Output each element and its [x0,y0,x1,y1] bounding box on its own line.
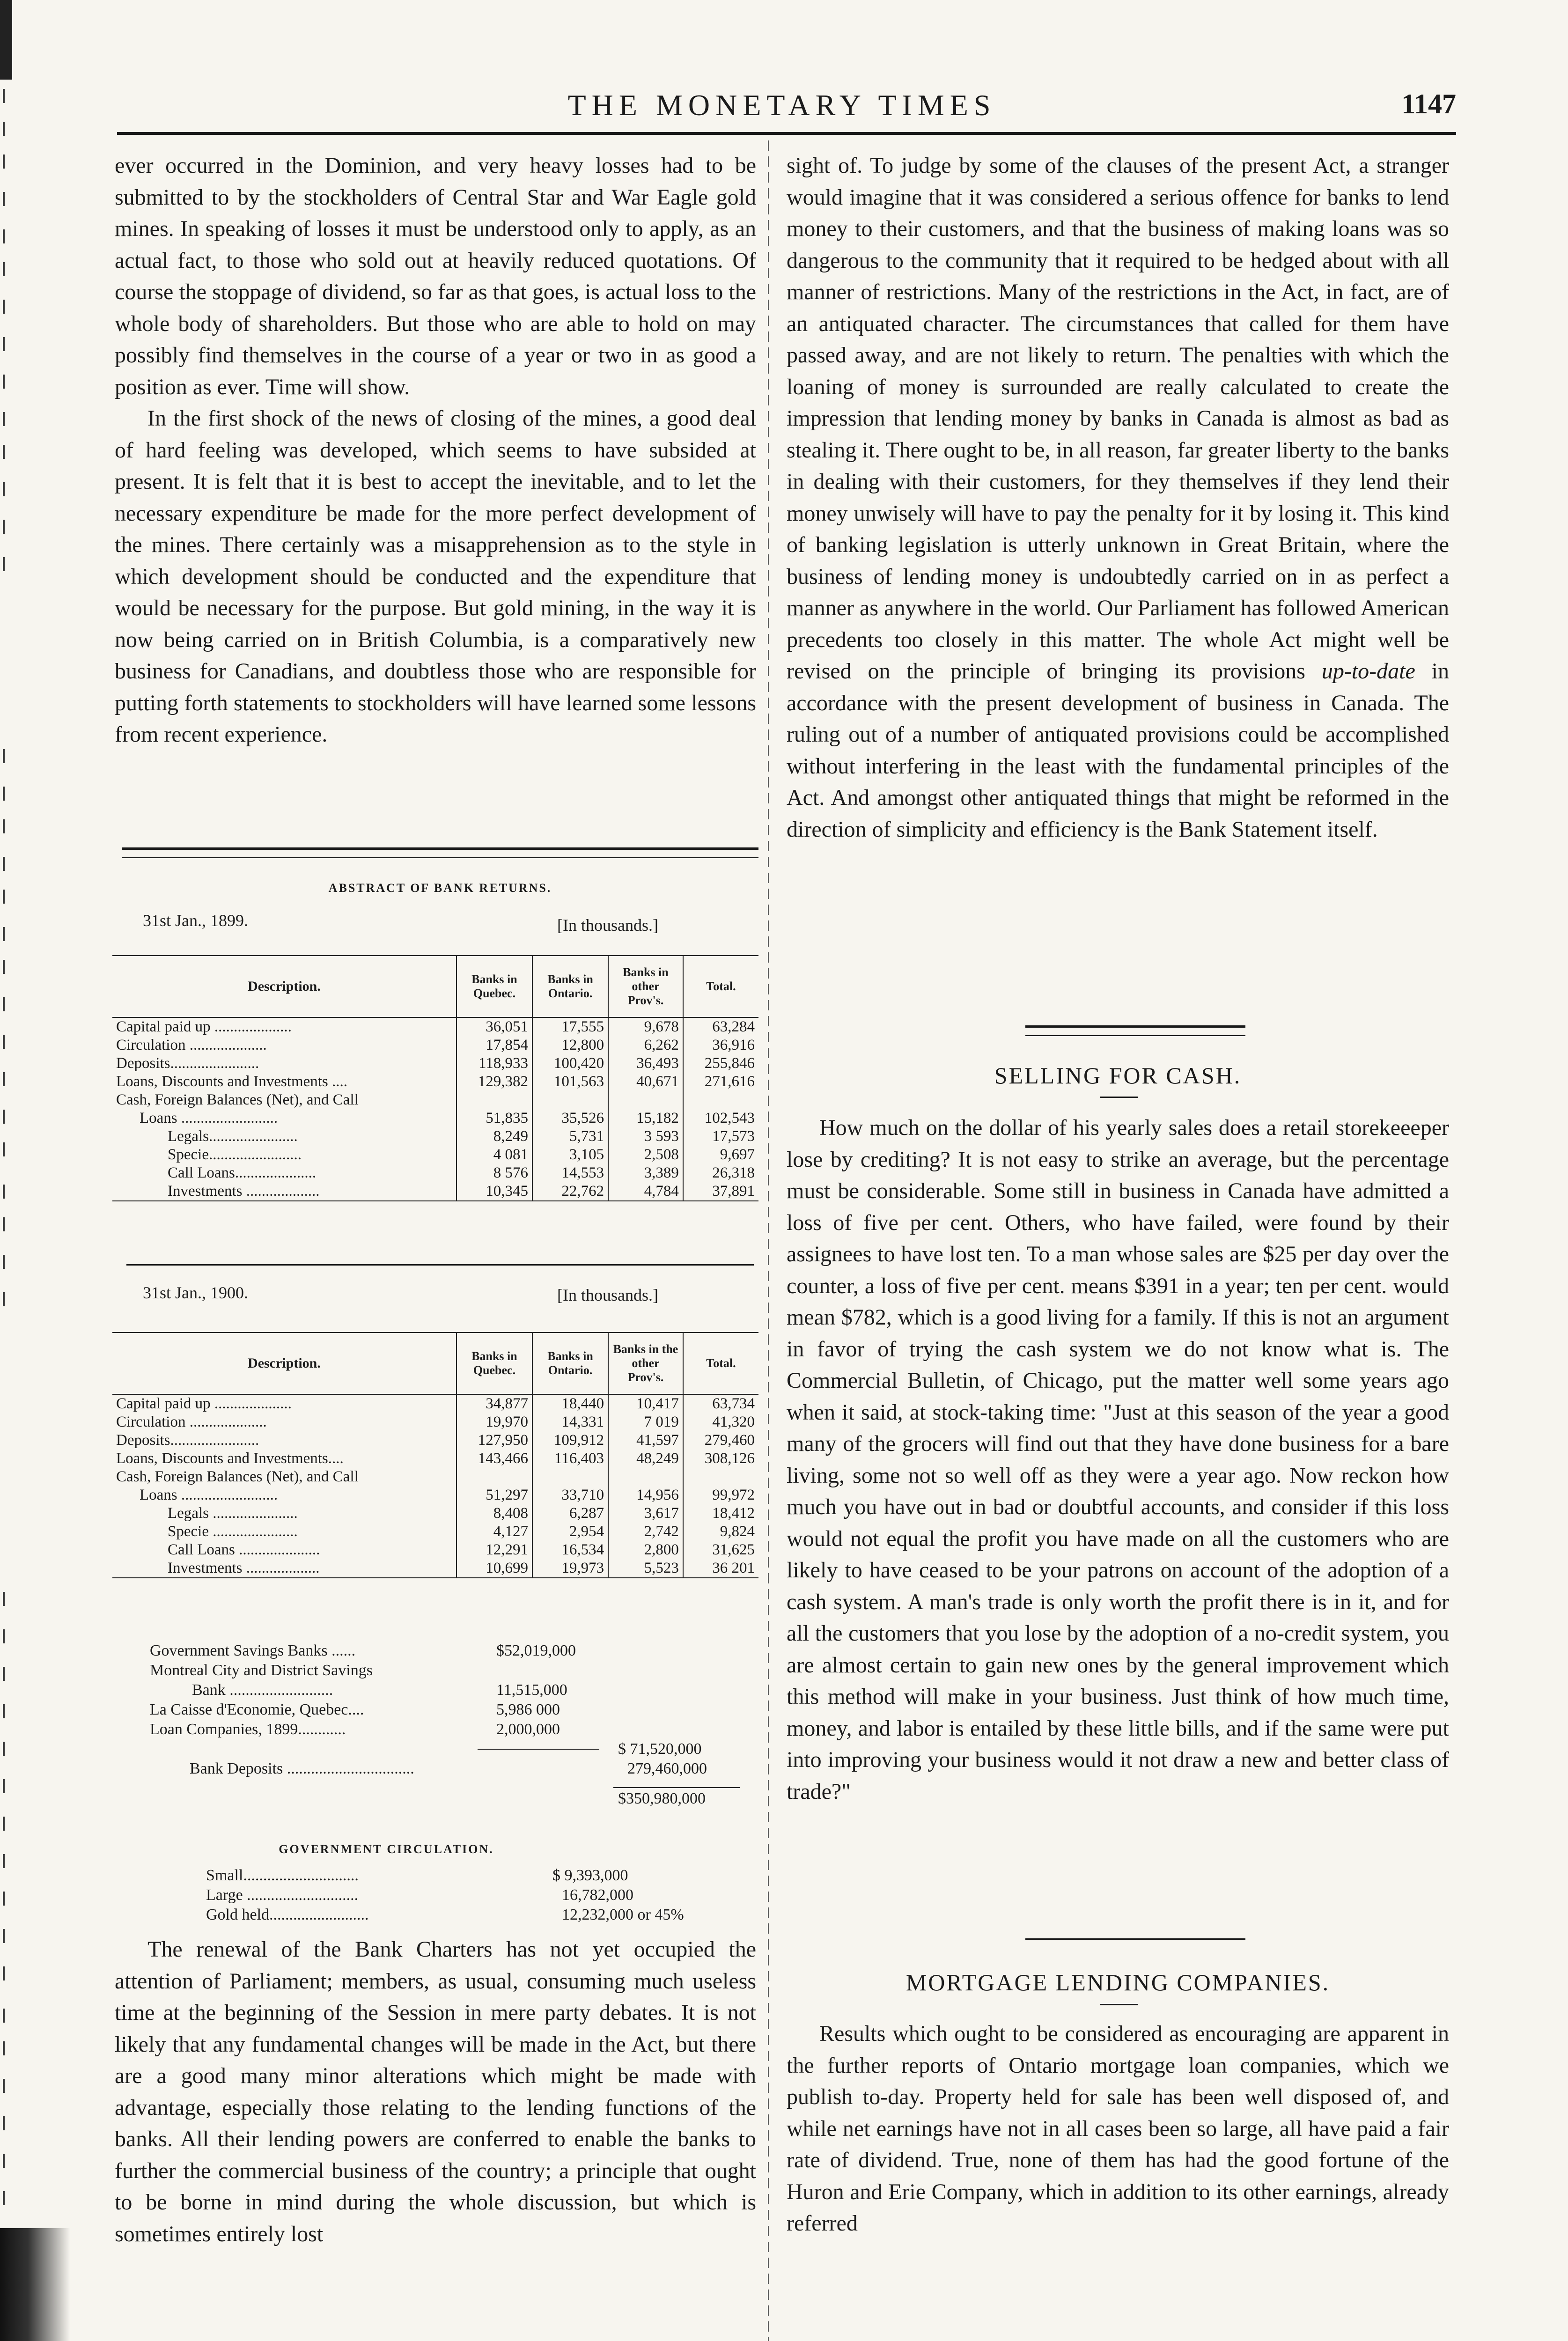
table-row [112,1091,758,1109]
gutter-letter-fragment [3,482,13,496]
gutter-letter-fragment [3,412,13,426]
column-header: Banks in Quebec. [456,956,532,1017]
cell-value: 48,249 [608,1450,683,1468]
gutter-letter-fragment [3,749,13,763]
cell-value: 18,412 [683,1504,758,1523]
total-rule [613,1787,740,1788]
gov-circulation-title: GOVERNMENT CIRCULATION. [279,1842,494,1856]
summary-row [150,1641,758,1661]
table-row [112,1541,758,1559]
summary-amount: $ 9,393,000 [552,1867,628,1884]
cell-value: 12,800 [532,1036,608,1054]
cell-value [532,1468,608,1486]
gutter-letter-fragment [3,557,13,571]
row-label: Loans, Discounts and Investments.... [116,1450,344,1467]
gutter-letter-fragment [3,89,13,103]
gutter-letter-fragment [3,2079,13,2093]
cell-value: 9,697 [683,1146,758,1164]
column-header: Banks in other Prov's. [608,956,683,1017]
cell-value: 127,950 [456,1431,532,1450]
cell-value: 14,331 [532,1413,608,1431]
heading-rule [1100,1097,1138,1098]
summary-amount: 12,232,000 or 45% [562,1906,684,1923]
row-label: Deposits....................... [116,1055,259,1072]
cell-value: 37,891 [683,1182,758,1201]
cell-value: 63,734 [683,1394,758,1413]
mortgage-heading: MORTGAGE LENDING COMPANIES. [905,1969,1330,1995]
text-run: sight of. To judge by some of the clauses of the present Act, a stranger would imagine that it was considered a serious offence for banks to lend money to their customers, and that the business of making loans was so dangerous to the community that it required to be hedged about with all manner of restrictions. Many of the restrictions in the Act, in fact, are of an antiquated character. The circumstances that called for them have passed away, and are not likely to return. The penalties with which the loaning of money is surrounded are really calculated to create the impression that lending money by banks in Canada is almost as bad as stealing it. There ought to be, in all reason, far greater liberty to the banks in dealing with their customers, for they themselves if they lend their money unwisely will have to pay the penalty for it by losing it. This kind of banking legislation is utterly unknown in Great Britain, where the business of lending money is undoubtedly carried on in as perfect a manner as anywhere in the world. Our Parliament has followed American precedents too closely in this matter. The whole Act might well be revised on the principle of bringing its provisions [787,153,1449,684]
gutter-letter-fragment [3,2009,13,2023]
table-row [112,1431,758,1450]
cell-value: 35,526 [532,1109,608,1127]
cell-value [608,1468,683,1486]
table-1900-units: [In thousands.] [557,1286,658,1304]
gutter-letter-fragment [3,155,13,169]
gutter-letter-fragment [3,1817,13,1831]
column-divider [768,140,769,2341]
summary-amount: 16,782,000 [562,1886,633,1904]
table-row [112,1109,758,1127]
row-label: Legals....................... [168,1128,298,1145]
cell-value: 26,318 [683,1164,758,1182]
paragraph-first-shock: In the first shock of the news of closing of the mines, a good deal of hard feeling was developed, which seems to have subsided at present. It is felt that it is best to accept the inevitable, and to let the necessary expenditure be made for the more perfect development of the mines. There certainly was a misapprehension as to the style in which development should be conducted and the expenditure that would be necessary for the purpose. But gold mining, in the way it is now being carried on in British Columbia, is a comparatively new business for Canadians, and doubtless those who are responsible for putting forth statements to stockholders will have learned some lessons from recent experience. [115,406,756,747]
row-label: Loans ......................... [140,1487,278,1503]
page-number: 1147 [1401,88,1456,119]
row-label: Circulation .................... [116,1413,267,1430]
binding-gutter [0,0,28,2341]
table-1899-date: 31st Jan., 1899. [143,911,248,930]
summary-amount: 279,460,000 [627,1760,707,1777]
cell-value: 63,284 [683,1017,758,1036]
cell-value: 2,508 [608,1146,683,1164]
gutter-letter-fragment [3,1255,13,1269]
cell-value: 102,543 [683,1109,758,1127]
table-row [112,1164,758,1182]
gutter-letter-fragment [3,1779,13,1793]
summary-subtotal: $ 71,520,000 [618,1740,702,1758]
cell-value: 36,051 [456,1017,532,1036]
abstract-title: ABSTRACT OF BANK RETURNS. [328,881,552,895]
gutter-letter-fragment [3,960,13,974]
cell-value: 34,877 [456,1394,532,1413]
savings-summary [150,1641,758,1818]
paragraph-mortgage-lending: Results which ought to be considered as encouraging are apparent in the further reports of Ontario mortgage loan companies, which we publish to-day. Property held for sale has been well disposed of, and while net earnings have not in all cases been so large, all have paid a fair rate of dividend. True, none of them has had the good fortune of the Huron and Erie Company, which in addition to its other earnings, already referred [787,2021,1449,2236]
paragraph-mines-losses: ever occurred in the Dominion, and very heavy losses had to be submitted to by the stockholders of Central Star and War Eagle gold mines. In speaking of losses it must be understood only to apply, as an actual fact, to those who sold out at heavily reduced quotations. Of course the stoppage of dividend, so far as that goes, is actual loss to the whole body of shareholders. But those who are able to hold on may possibly find themselves in the course of a year or two in as good a position as ever. Time will show. [115,153,756,399]
cell-value: 7 019 [608,1413,683,1431]
row-label: Deposits....................... [116,1432,259,1449]
selling-heading: SELLING FOR CASH. [994,1062,1242,1089]
gutter-letter-fragment [3,262,13,276]
row-label: Call Loans ..................... [168,1541,320,1558]
cell-value: 17,854 [456,1036,532,1054]
summary-label: Bank Deposits ................................ [190,1760,414,1777]
cell-value: 10,699 [456,1559,532,1578]
heading-rule [1100,2004,1138,2005]
cell-value: 19,973 [532,1559,608,1578]
cell-value: 255,846 [683,1054,758,1073]
summary-grand-total: $350,980,000 [618,1790,706,1807]
summary-row [150,1720,758,1739]
cell-value: 143,466 [456,1450,532,1468]
subtotal-rule [478,1749,599,1750]
cell-value: 8 576 [456,1164,532,1182]
cell-value: 9,824 [683,1523,758,1541]
cell-value: 279,460 [683,1431,758,1450]
cell-value: 109,912 [532,1431,608,1450]
table-row [112,1017,758,1036]
table-row [112,1504,758,1523]
gutter-letter-fragment [3,997,13,1011]
row-label: Loans, Discounts and Investments .... [116,1073,348,1090]
summary-row [206,1866,758,1885]
table-row [112,1559,758,1578]
cell-value: 18,440 [532,1394,608,1413]
table-row [112,1468,758,1486]
summary-subtotal-row [150,1739,758,1759]
right-continuation-text [787,150,1449,845]
gutter-letter-fragment [3,1704,13,1718]
summary-label: Gold held......................... [206,1906,369,1923]
cell-value: 12,291 [456,1541,532,1559]
cell-value: 116,403 [532,1450,608,1468]
gutter-letter-fragment [3,122,13,136]
cell-value: 4 081 [456,1146,532,1164]
cell-value [683,1468,758,1486]
gutter-letter-fragment [3,890,13,904]
cell-value: 33,710 [532,1486,608,1504]
gutter-letter-fragment [3,1592,13,1606]
cell-value [683,1091,758,1109]
cell-value: 40,671 [608,1073,683,1091]
cell-value [608,1091,683,1109]
summary-row [206,1885,758,1905]
header-rule [117,132,1456,135]
table-row [112,1413,758,1431]
gutter-letter-fragment [3,2154,13,2168]
cell-value: 36,916 [683,1036,758,1054]
gutter-letter-fragment [3,1185,13,1199]
cell-value [456,1091,532,1109]
cell-value: 5,523 [608,1559,683,1578]
cell-value: 14,553 [532,1164,608,1182]
table-row [112,1146,758,1164]
summary-amount: $52,019,000 [496,1642,576,1659]
column-header: Description. [112,1332,456,1394]
summary-row [150,1661,758,1680]
gutter-letter-fragment [3,1629,13,1643]
cell-value: 6,262 [608,1036,683,1054]
bank-returns-table-1899 [112,955,758,1201]
cell-value: 9,678 [608,1017,683,1036]
gutter-letter-fragment [3,1854,13,1868]
table-row [112,1127,758,1146]
gutter-letter-fragment [3,1292,13,1306]
gutter-letter-fragment [3,857,13,871]
row-label: Cash, Foreign Balances (Net), and Call [116,1468,359,1485]
cell-value: 3 593 [608,1127,683,1146]
gutter-letter-fragment [3,375,13,389]
cell-value: 36 201 [683,1559,758,1578]
summary-row [206,1905,758,1925]
gutter-letter-fragment [3,300,13,314]
cell-value: 31,625 [683,1541,758,1559]
paragraph-bank-charters: The renewal of the Bank Charters has not yet occupied the attention of Parliament; members, as usual, consuming much useless time at the beginning of the Session in mere party debates. It is not likely that any fundamental changes will be made in the Act, but there are a good many minor alterations which might be made with advantage, especially those relating to the lending functions of the banks. All their lending powers are conferred to enable the banks to further the commercial business of the country; a principle that ought to be borne in mind during the whole discussion, but which is sometimes entirely lost [115,1937,756,2246]
cell-value [456,1468,532,1486]
cell-value: 10,345 [456,1182,532,1201]
table-1900-date: 31st Jan., 1900. [143,1283,248,1302]
gutter-letter-fragment [3,445,13,459]
table-row [112,1054,758,1073]
cell-value: 10,417 [608,1394,683,1413]
cell-value: 2,800 [608,1541,683,1559]
cell-value: 129,382 [456,1073,532,1091]
column-header: Banks in Quebec. [456,1332,532,1394]
summary-label: Government Savings Banks ...... [150,1642,356,1659]
summary-label: Bank .......................... [192,1681,333,1699]
selling-text [787,1112,1449,1807]
cell-value: 5,731 [532,1127,608,1146]
gutter-letter-fragment [3,1892,13,1906]
table-header-row [112,1332,758,1394]
gutter-shadow-bottom [0,2228,70,2341]
column-header: Banks in Ontario. [532,1332,608,1394]
cell-value: 51,835 [456,1109,532,1127]
gutter-letter-fragment [3,1966,13,1980]
gutter-letter-fragment [3,229,13,243]
cell-value: 14,956 [608,1486,683,1504]
table-row [112,1486,758,1504]
row-label: Investments ................... [112,1559,456,1578]
cell-value: 17,573 [683,1127,758,1146]
row-label: Capital paid up .................... [116,1395,292,1412]
gutter-letter-fragment [3,1667,13,1681]
cell-value [532,1091,608,1109]
cell-value: 8,408 [456,1504,532,1523]
mortgage-text [787,2018,1449,2239]
cell-value: 22,762 [532,1182,608,1201]
gutter-letter-fragment [3,927,13,941]
cell-value: 100,420 [532,1054,608,1073]
cell-value: 4,127 [456,1523,532,1541]
summary-label: Large ............................ [206,1886,359,1904]
summary-label: Small............................. [206,1867,359,1884]
cell-value: 2,742 [608,1523,683,1541]
cell-value: 16,534 [532,1541,608,1559]
cell-value: 118,933 [456,1054,532,1073]
table-row [112,1036,758,1054]
section-divider [1025,1025,1245,1036]
gutter-letter-fragment [3,2116,13,2130]
column-header: Total. [683,1332,758,1394]
bank-returns-table-1900 [112,1332,758,1578]
summary-amount: 5,986 000 [496,1701,560,1718]
row-label: Investments ................... [112,1182,456,1201]
row-label: Cash, Foreign Balances (Net), and Call [116,1091,359,1108]
italic-term: up-to-date [1321,659,1415,684]
publication-title: THE MONETARY TIMES [567,88,996,122]
masthead [108,88,1456,130]
paragraph-bank-act [787,150,1449,845]
summary-amount: 11,515,000 [496,1681,567,1699]
paragraph-selling-for-cash: How much on the dollar of his yearly sales does a retail storekeeeper lose by crediting? It is not easy to strike an average, but the percentage must be considerable. Some still in business in Canada have admitted a loss of five per cent. Others, who have failed, were found by their assignees to have lost ten. To a man whose sales are $25 per day over the counter, a loss of five per cent. means $391 in a year; ten per cent. would mean $782, which is a good living for a family. If this is not an argument in favor of trying the cash system we do not know what is. The Commercial Bulletin, of Chicago, put the matter well some years ago when it said, at stock-taking time: "Just at this season of the year a good many of the grocers will find out that they have done business for a bare living, some not so well off as they were a year ago. Now reckon how much you have out in bad or doubtful accounts, and consider if this loss would not equal the profit you have made on all the customers who are likely to have ceased to be your patrons on account of the adoption of a cash system. A man's trade is only worth the profit there is in it, and for all the customers that you lose by the adoption of a no-credit system, you are almost certain to gain new ones by the general improvement which this method will make in your business. Just think of how much time, money, and labor is entailed by these little bills, and if the same were put into improving your business would it not draw a new and better class of trade?" [787,1115,1449,1804]
column-header: Banks in Ontario. [532,956,608,1017]
text-run: in accordance with the present development of business in Canada. The ruling out of a number of antiquated provisions could be accomplished without interfering in the least with the fundamental principles of the Act. And amongst other antiquated things that might be reformed in the direction of simplicity and efficiency is the Bank Statement itself. [787,659,1450,842]
table-header-row [112,956,758,1017]
cell-value: 3,389 [608,1164,683,1182]
gutter-letter-fragment [3,1929,13,1943]
cell-value: 271,616 [683,1073,758,1091]
summary-total-row [150,1790,758,1818]
row-label: Call Loans..................... [168,1164,317,1181]
cell-value: 36,493 [608,1054,683,1073]
row-label: Specie ...................... [168,1523,298,1540]
table-row [112,1182,758,1201]
summary-row [150,1680,758,1700]
table-1899-units: [In thousands.] [557,916,658,935]
gutter-letter-fragment [3,2191,13,2205]
cell-value: 17,555 [532,1017,608,1036]
gutter-letter-fragment [3,520,13,534]
cell-value: 3,617 [608,1504,683,1523]
summary-amount: 2,000,000 [496,1721,560,1738]
cell-value: 15,182 [608,1109,683,1127]
row-label: Loans ......................... [140,1110,278,1126]
table-row [112,1073,758,1091]
cell-value: 41,597 [608,1431,683,1450]
row-label: Circulation .................... [116,1037,267,1053]
cell-value: 19,970 [456,1413,532,1431]
column-header: Banks in the other Prov's. [608,1332,683,1394]
gutter-letter-fragment [3,192,13,206]
summary-row [150,1700,758,1720]
cell-value: 99,972 [683,1486,758,1504]
cell-value: 3,105 [532,1146,608,1164]
gutter-letter-fragment [3,1072,13,1086]
gutter-letter-fragment [3,819,13,833]
cell-value: 2,954 [532,1523,608,1541]
gutter-letter-fragment [3,1742,13,1756]
row-label: Specie........................ [168,1146,302,1163]
cell-value: 308,126 [683,1450,758,1468]
summary-row [150,1759,758,1779]
section-divider [1025,1938,1245,1940]
table-row [112,1394,758,1413]
table-row [112,1450,758,1468]
column-header: Description. [112,956,456,1017]
cell-value: 101,563 [532,1073,608,1091]
row-label: Legals ...................... [168,1505,298,1522]
column-header: Total. [683,956,758,1017]
table-row [112,1523,758,1541]
gutter-letter-fragment [3,1142,13,1156]
summary-label: Loan Companies, 1899............ [150,1721,346,1738]
gutter-letter-fragment [3,1035,13,1049]
summary-label: Montreal City and District Savings [150,1662,373,1679]
gutter-letter-fragment [3,337,13,351]
left-closing-text [115,1934,756,2250]
summary-label: La Caisse d'Economie, Quebec.... [150,1701,364,1718]
row-label: Capital paid up .................... [116,1018,292,1035]
cell-value: 6,287 [532,1504,608,1523]
gutter-letter-fragment [3,2041,13,2055]
cell-value: 4,784 [608,1182,683,1201]
table-divider [126,1264,754,1266]
gutter-letter-fragment [3,1217,13,1231]
gov-circulation-list [206,1866,758,1925]
cell-value: 51,297 [456,1486,532,1504]
cell-value: 8,249 [456,1127,532,1146]
gutter-letter-fragment [3,787,13,801]
cell-value: 41,320 [683,1413,758,1431]
section-divider [122,847,758,858]
gutter-letter-fragment [3,1110,13,1124]
gutter-shadow-top [0,0,12,80]
left-intro-text [115,150,756,751]
